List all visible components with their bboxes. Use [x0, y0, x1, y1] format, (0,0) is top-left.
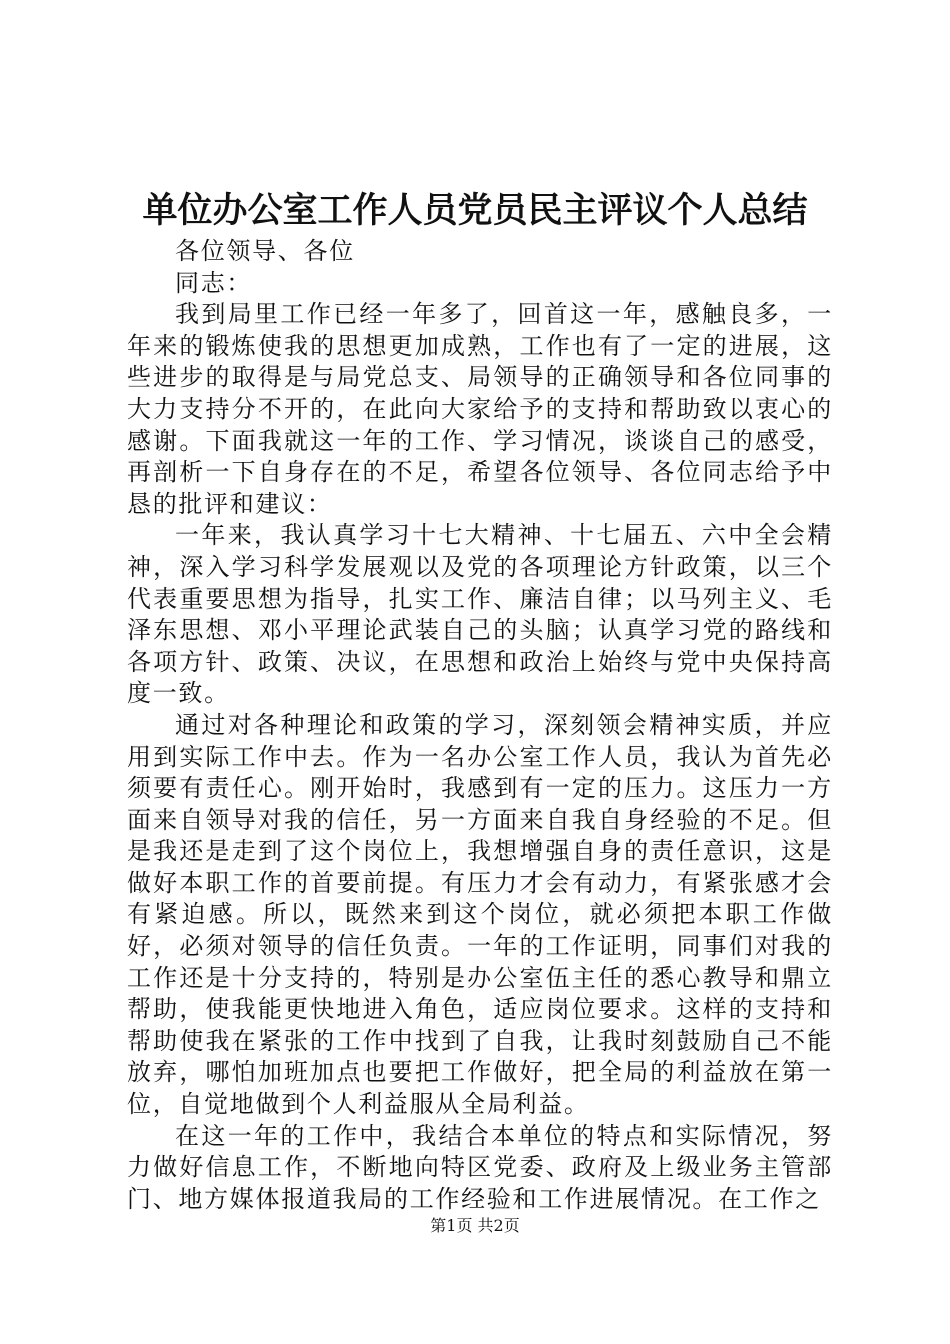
paragraph: 在这一年的工作中，我结合本单位的特点和实际情况，努力做好信息工作，不断地向特区党委、政府及上级业务主管部门、地方媒体报道我局的工作经验和工作进展情况。在工作之 [127, 1121, 833, 1213]
paragraph: 一年来，我认真学习十七大精神、十七届五、六中全会精神，深入学习科学发展观以及党的各项理论方针政策，以三个代表重要思想为指导，扎实工作、廉洁自律；以马列主义、毛泽东思想、邓小平理论武装自己的头脑；认真学习党的路线和各项方针、政策、决议，在思想和政治上始终与党中央保持高度一致。 [127, 521, 833, 708]
salutation-line-2: 同志： [175, 268, 253, 297]
salutation-line-1: 各位领导、各位 [175, 237, 355, 265]
paragraph: 通过对各种理论和政策的学习，深刻领会精神实质，并应用到实际工作中去。作为一名办公室工作人员，我认为首先必须要有责任心。刚开始时，我感到有一定的压力。这压力一方面来自领导对我的信任，另一方面来自我自身经验的不足。但是我还是走到了这个岗位上，我想增强自身的责任意识，这是做好本职工作的首要前提。有压力才会有动力，有紧张感才会有紧迫感。所以，既然来到这个岗位，就必须把本职工作做好，必须对领导的信任负责。一年的工作证明，同事们对我的工作还是十分支持的，特别是办公室伍主任的悉心教导和鼎立帮助，使我能更快地进入角色，适应岗位要求。这样的支持和帮助使我在紧张的工作中找到了自我，让我时刻鼓励自己不能放弃，哪怕加班加点也要把工作做好，把全局的利益放在第一位，自觉地做到个人利益服从全局利益。 [127, 710, 833, 1119]
document-title: 单位办公室工作人员党员民主评议个人总结 [142, 190, 808, 231]
paragraph: 我到局里工作已经一年多了，回首这一年，感触良多，一年来的锻炼使我的思想更加成熟，工作也有了一定的进展，这些进步的取得是与局党总支、局领导的正确领导和各位同事的大力支持分不开的，在此向大家给予的支持和帮助致以衷心的感谢。下面我就这一年的工作、学习情况，谈谈自己的感受，再剖析一下自身存在的不足，希望各位领导、各位同志给予中恳的批评和建议： [127, 300, 833, 518]
document-body [127, 236, 833, 1215]
page-footer: 第1页 共2页 [430, 1216, 520, 1235]
